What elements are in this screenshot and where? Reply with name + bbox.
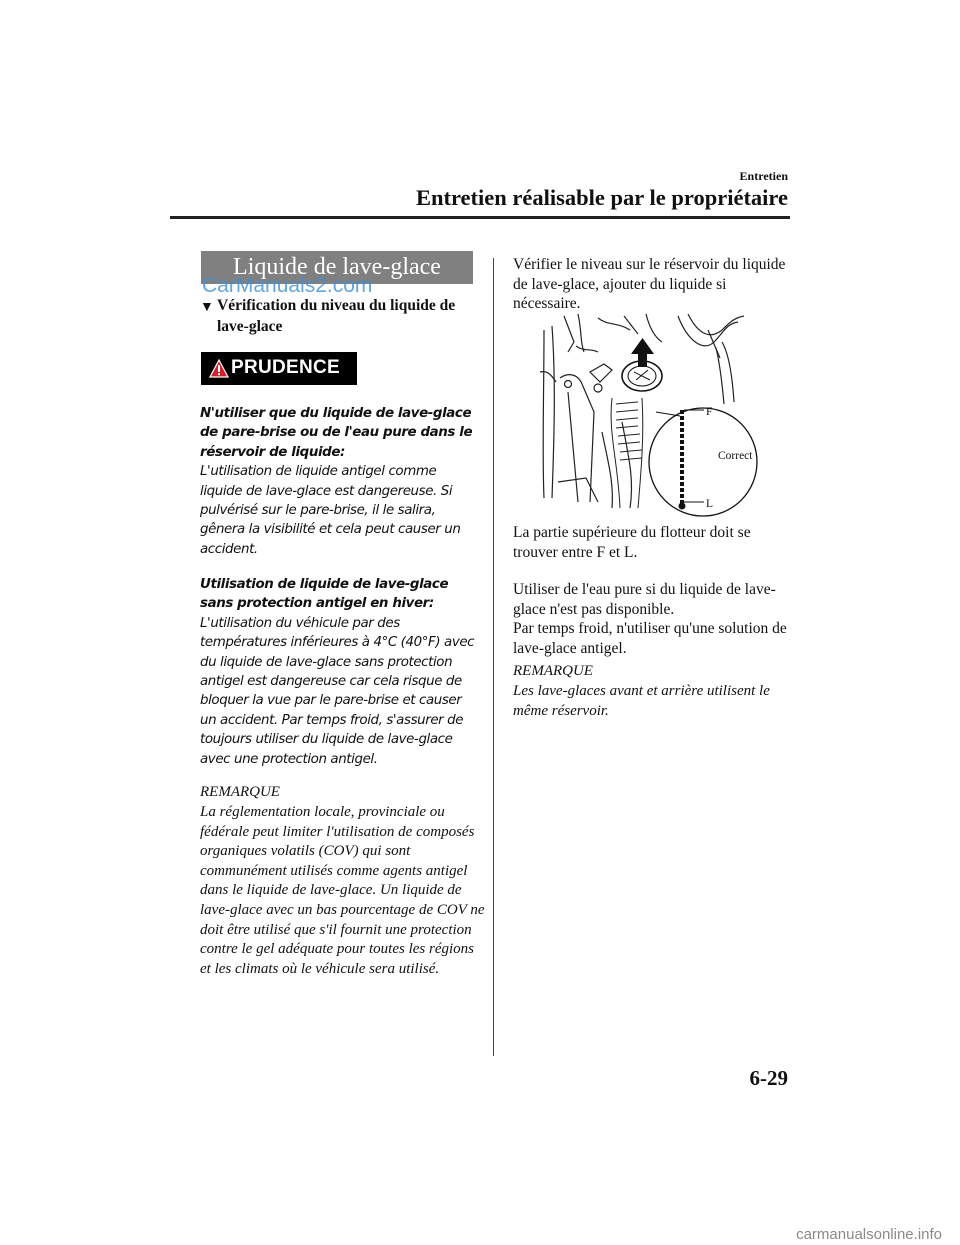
remark-text: Les lave-glaces avant et arrière utilisent le même réservoir.: [513, 683, 770, 719]
water-text-2: Par temps froid, n'utiliser qu'une solution de lave-glace antigel.: [513, 620, 787, 658]
caution-label: PRUDENCE: [231, 357, 341, 378]
caution-text: L'utilisation de liquide antigel comme liquide de lave-glace est dangereuse. Si pulvérisé sur le pare-brise, il le salira, gênera la visibilité et cela peut causer un accident.: [200, 464, 461, 557]
subheading-text: Vérification du niveau du liquide de lave-glace: [217, 297, 456, 335]
warning-triangle-icon: [209, 359, 229, 378]
page-number: 6-29: [749, 1066, 788, 1090]
triangle-down-icon: ▼: [200, 300, 214, 315]
caution-badge: [201, 352, 357, 385]
footer-watermark: carmanualsonline.info: [796, 1226, 942, 1243]
washer-reservoir-figure: [538, 312, 766, 518]
remark-text: La réglementation locale, provinciale ou fédérale peut limiter l'utilisation de composés organiques volatils (COV) qui sont communément utilisés comme agents antigel dans le liquide de lave-glace. Un liquide de lave-glace avec un bas pourcentage de COV ne doit être utilisé que s'il fournit une protection contre le gel adéquate pour toutes les régions et les climats où le véhicule sera utilisé.: [200, 804, 485, 977]
level-low-label: L: [706, 498, 714, 510]
column-divider: [493, 258, 494, 1056]
page-header-title: Entretien réalisable par le propriétaire: [415, 185, 788, 210]
intro-paragraph: Vérifier le niveau sur le réservoir du liquide de lave-glace, ajouter du liquide si nécessaire.: [513, 256, 786, 313]
level-full-label: F: [706, 406, 713, 418]
level-correct-label: Correct: [718, 450, 753, 462]
chapter-label: Entretien: [739, 169, 788, 183]
water-paragraph: [513, 580, 793, 659]
subheading: [200, 295, 475, 337]
float-paragraph: La partie supérieure du flotteur doit se trouver entre F et L.: [513, 524, 751, 561]
caution-heading: Utilisation de liquide de lave-glace sans protection antigel en hiver:: [200, 577, 449, 612]
caution-text: L'utilisation du véhicule par des températures inférieures à 4°C (40°F) avec du liquide de lave-glace sans protection antigel est dangereuse car cela risque de bloquer la vue par le pare-brise et causer un accident. Par temps froid, s'assurer de toujours utiliser du liquide de lave-glace avec une protection antigel.: [200, 615, 475, 767]
watermark-text: CarManuals2.com: [202, 274, 373, 297]
caution-block-2: [200, 575, 480, 769]
header-rule: [170, 216, 790, 219]
water-text-1: Utiliser de l'eau pure si du liquide de lave-glace n'est pas disponible.: [513, 581, 776, 618]
caution-block-1: [200, 404, 480, 559]
remark-label: REMARQUE: [513, 663, 593, 679]
section-title: Liquide de lave-glace: [201, 251, 473, 284]
caution-heading: N'utiliser que du liquide de lave-glace de pare-brise ou de l'eau pure dans le réservoir de liquide:: [200, 406, 473, 460]
remark-label: REMARQUE: [200, 784, 280, 800]
